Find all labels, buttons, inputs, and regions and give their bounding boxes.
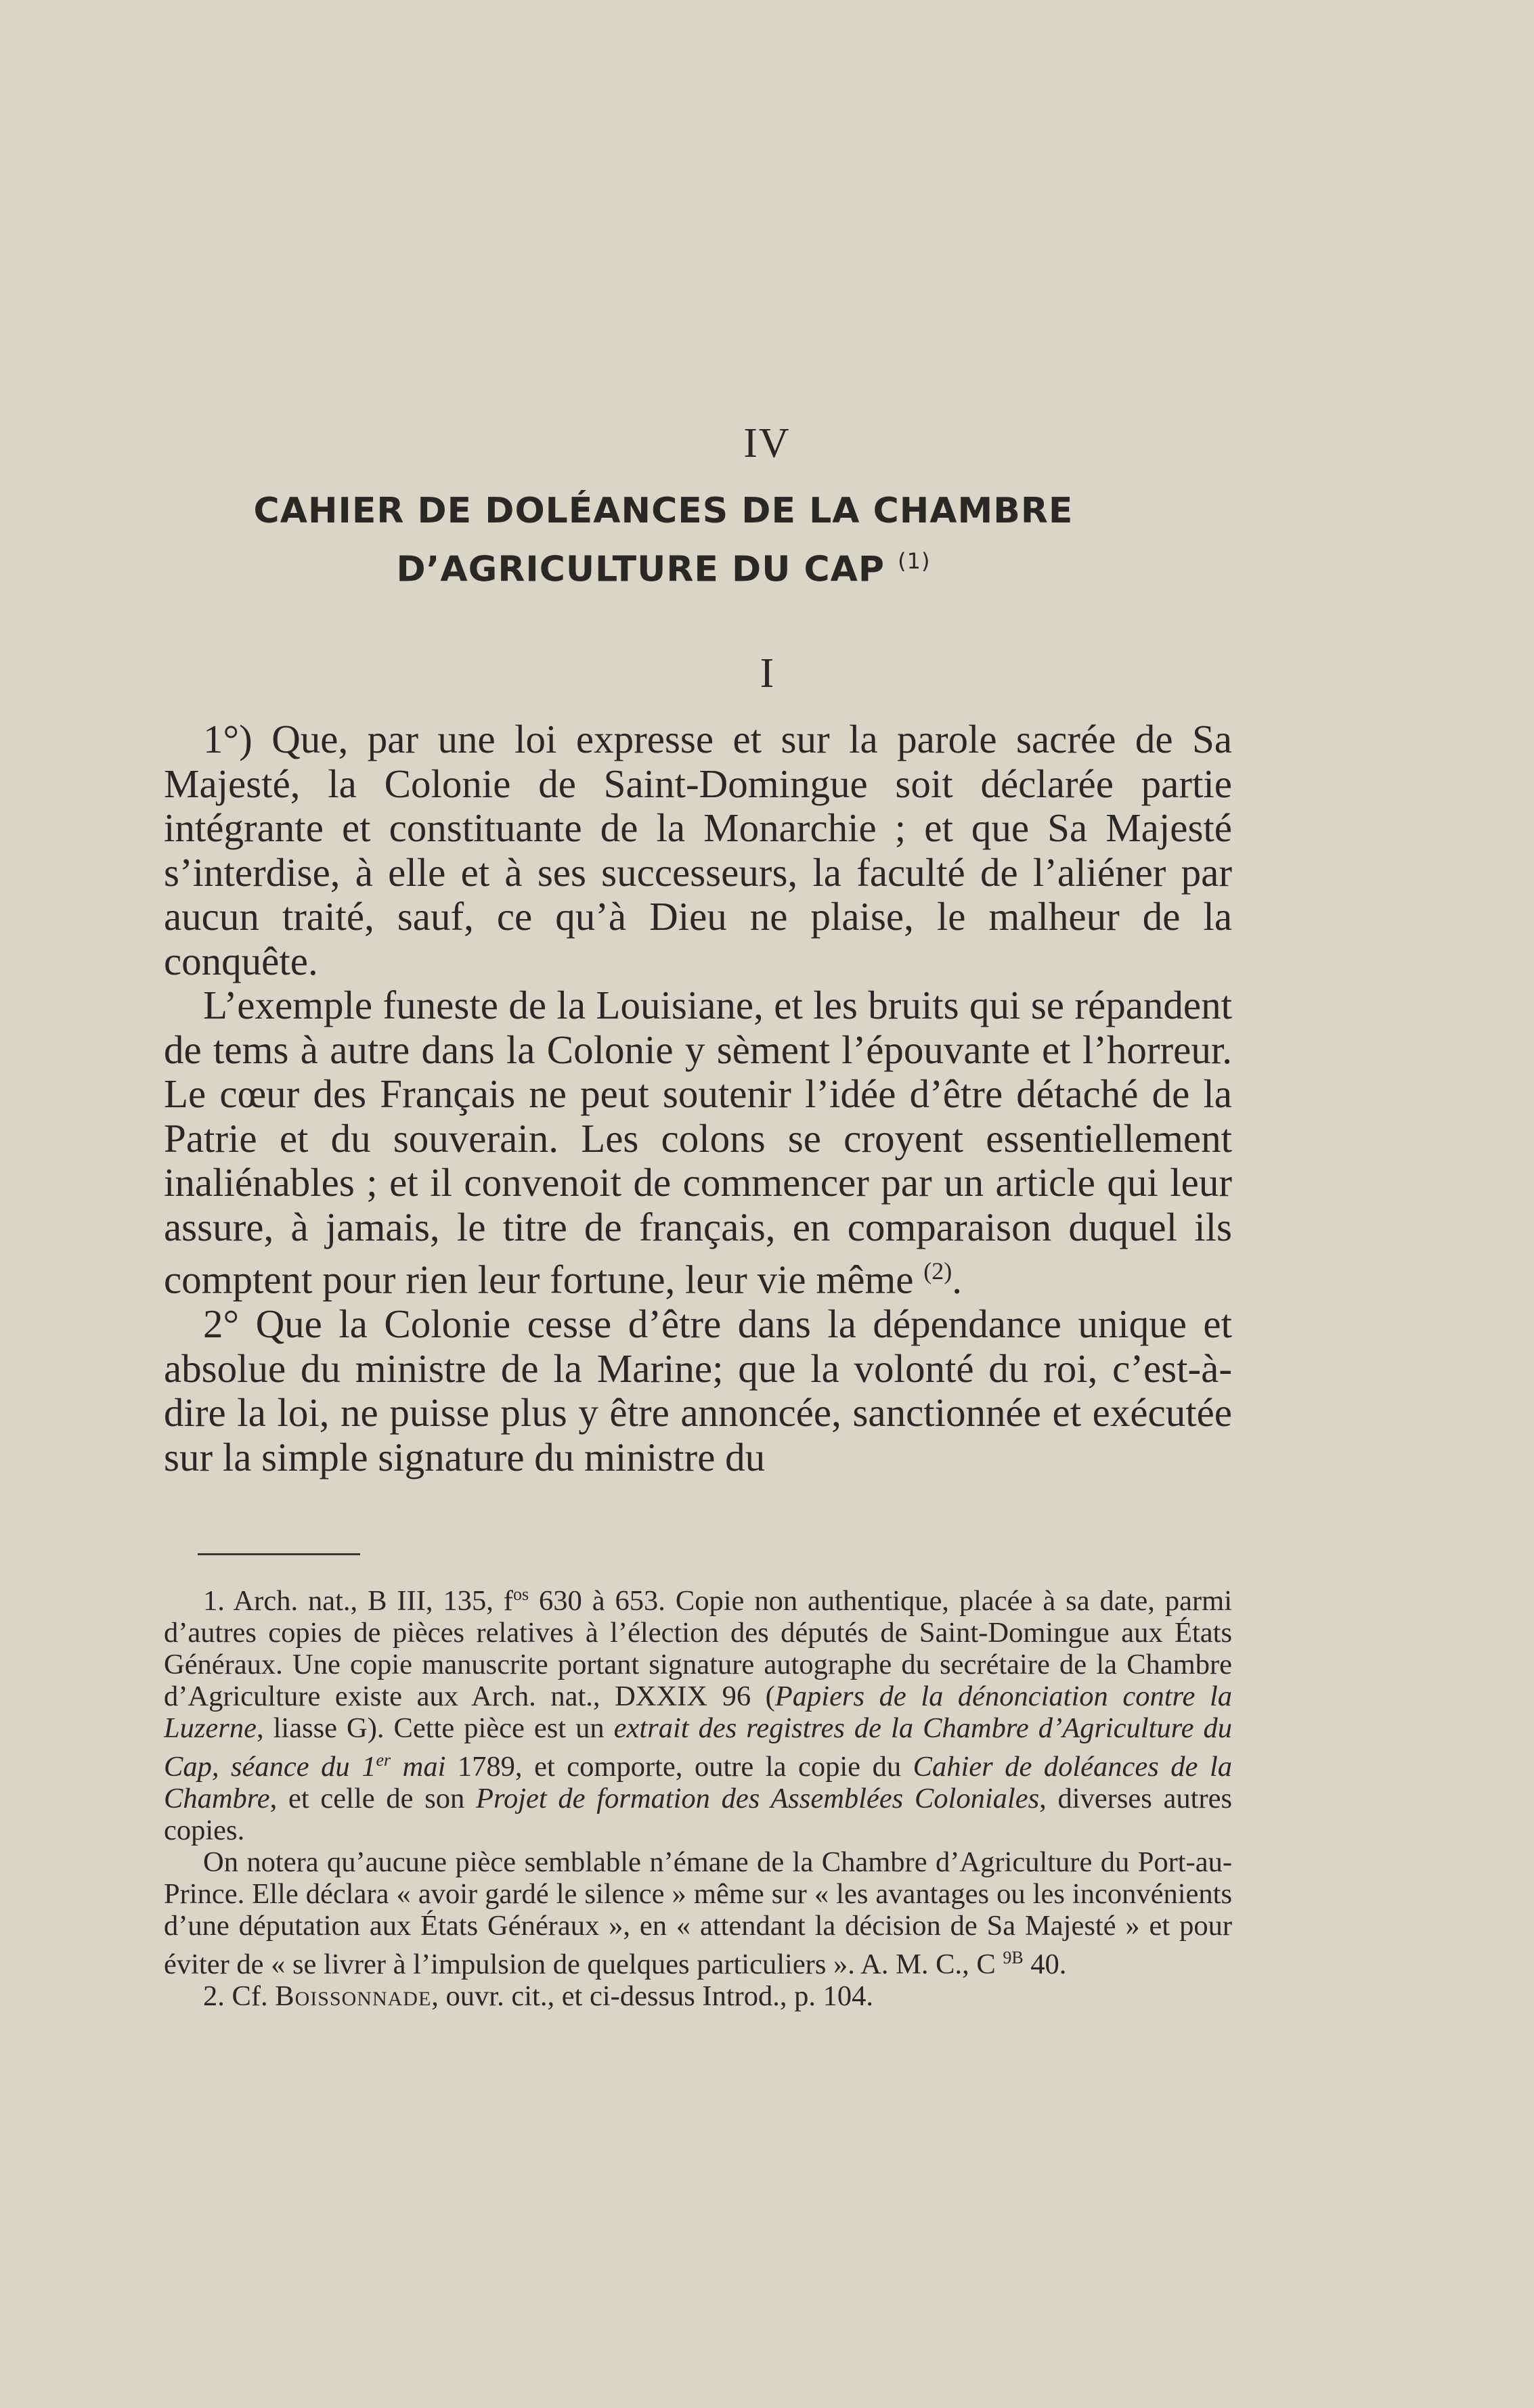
footnote-1-p2-text-a: On notera qu’aucune pièce semblable n’émane de la Chambre d’Agriculture du Port-au-Prince. Elle déclara « avoir gardé le silence » même sur « les avantages ou les inconvénients d’une députation aux États Généraux », en « attendant la décision de Sa Majesté » et pour éviter de « se livrer à l’impulsion de quelques particuliers ». A. M. C., C	[164, 1846, 1232, 1981]
footnote-1-paragraph-2	[164, 1846, 1232, 1980]
paragraph-2	[164, 983, 1232, 1302]
chapter-title-line-1: CAHIER DE DOLÉANCES DE LA CHAMBRE	[253, 491, 1074, 531]
footnotes	[164, 1578, 1232, 2012]
footnote-ref-1: (1)	[898, 548, 931, 574]
section-numeral: IV	[743, 420, 791, 466]
footnote-1-p2-text-b: 40.	[1023, 1948, 1067, 1981]
chapter-title-line-2	[162, 536, 1164, 594]
footnote-1-text-d: 1789, et comporte, outre la copie du	[445, 1751, 913, 1783]
footnote-2-author: Boissonnade	[275, 1980, 432, 2013]
footnote-1-p2-sup: 9B	[1003, 1948, 1024, 1968]
footnote-1-text-c: , liasse G). Cette pièce est un	[256, 1712, 614, 1745]
footnote-2	[164, 1980, 1232, 2012]
footnote-1-italic-4: Cahier de doléances de la Chambre	[164, 1751, 1233, 1815]
footnote-1-folios-sup: os	[512, 1584, 529, 1604]
footnote-2-text-a: 2. Cf.	[203, 1980, 276, 2013]
footnote-1-italic-2: extrait des registres de la Chambre d’Agriculture du Cap, séance du 1	[164, 1712, 1232, 1783]
footnote-1-text-e: , et celle de son	[269, 1783, 477, 1815]
paragraph-1: 1°) Que, par une loi expresse et sur la parole sacrée de Sa Majesté, la Colonie de Saint-Domingue soit déclarée partie intégrante et constituante de la Monarchie ; et que Sa Majesté s’interdise, à elle et à ses successeurs, la faculté de l’aliéner par aucun traité, sauf, ce qu’à Dieu ne plaise, le malheur de la conquête.	[164, 717, 1232, 983]
footnote-2-text-b: , ouvr. cit., et ci-dessus Introd., p. 104.	[431, 1980, 874, 2013]
footnote-ref-2: (2)	[923, 1257, 952, 1285]
body-text	[164, 717, 1232, 1479]
subsection-numeral: I	[760, 650, 774, 696]
chapter-title-line-2-text: D’AGRICULTURE DU CAP	[396, 549, 885, 590]
footnote-1-italic-1: Papiers de la dénonciation contre la Luzerne	[164, 1680, 1232, 1745]
footnote-1-italic-5: Projet de formation des Assemblées Coloniales	[476, 1783, 1040, 1815]
footnote-1	[164, 1578, 1232, 1846]
footnote-1-text-a: 1. Arch. nat., B III, 135, f	[203, 1585, 513, 1618]
footnote-1-er-sup: er	[376, 1750, 391, 1770]
footnote-divider	[198, 1553, 360, 1555]
paragraph-2-end: .	[952, 1257, 962, 1302]
footnote-1-italic-3: mai	[391, 1751, 446, 1783]
paragraph-3: 2° Que la Colonie cesse d’être dans la dépendance unique et absolue du ministre de la Marine; que la volonté du roi, c’est-à-dire la loi, ne puisse plus y être annoncée, sanctionnée et exécutée sur la simple signature du ministre du	[164, 1301, 1232, 1479]
footnote-1-text-b: 630 à 653. Copie non authentique, placée à sa date, parmi d’autres copies de pièces relatives à l’élection des députés de Saint-Domingue aux États Généraux. Une copie manuscrite portant signature autographe du secrétaire de la Chambre d’Agriculture existe aux Arch. nat., DXXIX 96 (	[164, 1585, 1232, 1713]
chapter-title	[162, 486, 1164, 594]
paragraph-2-text: L’exemple funeste de la Louisiane, et les bruits qui se répandent de tems à autre dans la Colonie y sèment l’épouvante et l’horreur. Le cœur des Français ne peut soutenir l’idée d’être détaché de la Patrie et du souverain. Les colons se croyent essentiellement inaliénables ; et il convenoit de commencer par un article qui leur assure, à jamais, le titre de français, en comparaison duquel ils comptent pour rien leur fortune, leur vie même	[164, 983, 1232, 1302]
footnote-1-text-f: , diverses autres copies.	[164, 1783, 1232, 1847]
